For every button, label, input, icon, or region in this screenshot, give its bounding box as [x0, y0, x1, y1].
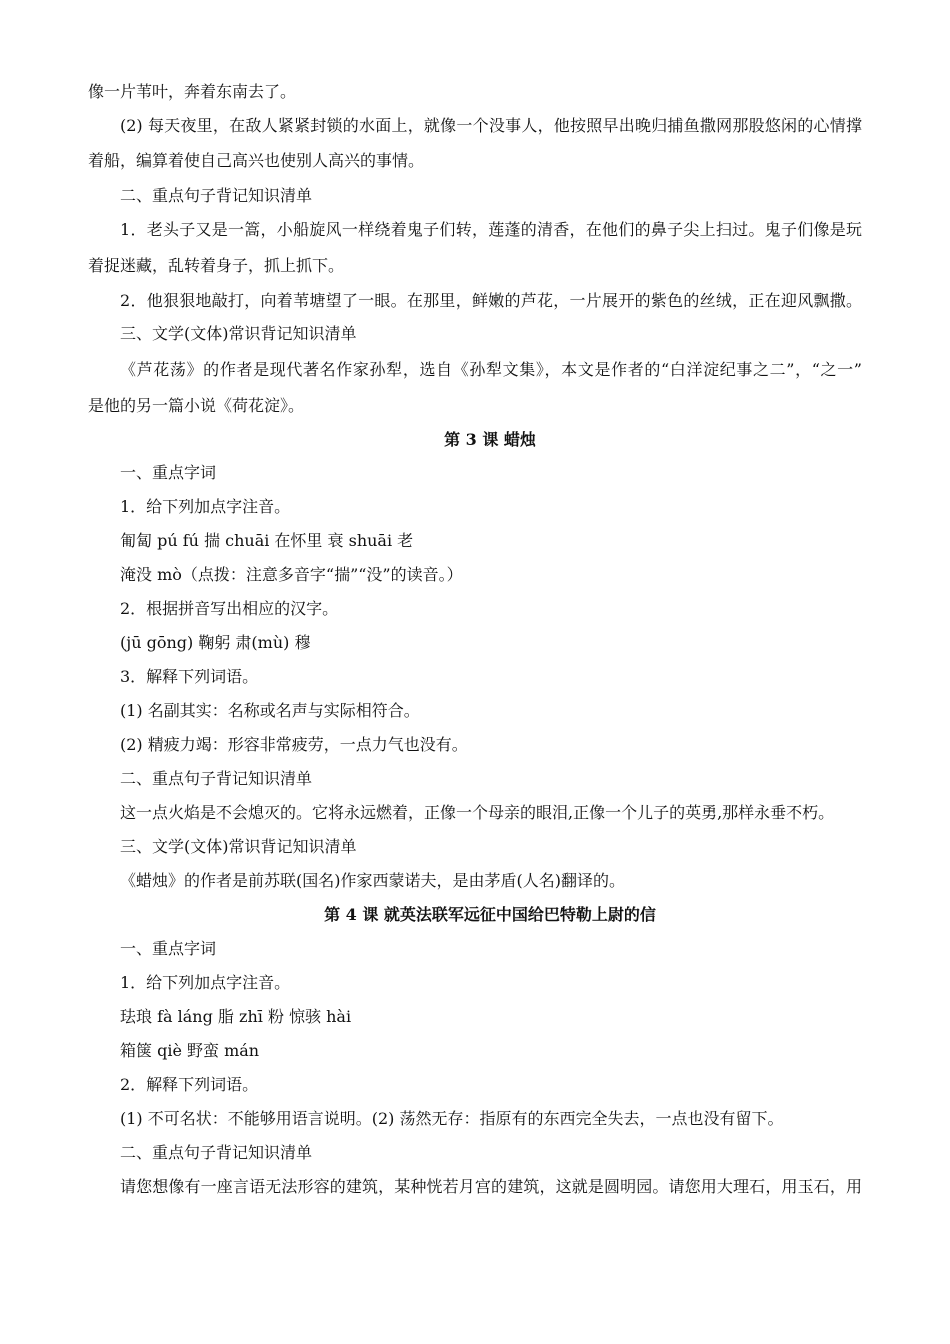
text-line: 这一点火焰是不会熄灭的。它将永远燃着，正像一个母亲的眼泪,正像一个儿子的英勇,那样永垂不朽。: [120, 803, 835, 822]
section-heading: 二、重点句子背记知识清单: [120, 186, 313, 205]
text-line: 1．老头子又是一篙，小船旋风一样绕着鬼子们转，莲蓬的清香，在他们的鼻子尖上扫过。鬼子们像是玩: [120, 220, 862, 239]
text-line: 2．根据拼音写出相应的汉字。: [120, 599, 339, 618]
text-line: (1) 名副其实：名称或名声与实际相符合。: [120, 701, 420, 720]
text-line: 着捉迷藏，乱转着身子，抓上抓下。: [88, 256, 345, 275]
text-line: 3．解释下列词语。: [120, 667, 259, 686]
text-line: (jū gōng) 鞠躬 肃(mù) 穆: [120, 633, 311, 652]
section-heading: 三、文学(文体)常识背记知识清单: [120, 324, 357, 343]
text-line: 是他的另一篇小说《荷花淀》。: [88, 396, 305, 415]
text-line: 淹没 mò（点拨：注意多音字“揣”“没”的读音。）: [120, 565, 463, 584]
section-heading: 三、文学(文体)常识背记知识清单: [120, 837, 357, 856]
text-line: (2) 精疲力竭：形容非常疲劳，一点力气也没有。: [120, 735, 468, 754]
section-heading: 一、重点字词: [120, 939, 217, 958]
text-line: (2) 每天夜里，在敌人紧紧封锁的水面上，就像一个没事人，他按照早出晚归捕鱼撒网那股悠闲的心情撑: [120, 116, 862, 135]
text-line: 着船，编算着使自己高兴也使别人高兴的事情。: [88, 151, 425, 170]
text-line: 请您想像有一座言语无法形容的建筑，某种恍若月宫的建筑，这就是圆明园。请您用大理石，用玉石，用: [120, 1177, 862, 1196]
lesson-title: 第 4 课 就英法联军远征中国给巴特勒上尉的信: [324, 905, 656, 924]
text-line: 《蜡烛》的作者是前苏联(国名)作家西蒙诺夫，是由茅盾(人名)翻译的。: [120, 871, 625, 890]
text-line: 2．他狠狠地敲打，向着苇塘望了一眼。在那里，鲜嫩的芦花，一片展开的紫色的丝绒，正在迎风飘撒。: [120, 291, 862, 310]
text-line: 2．解释下列词语。: [120, 1075, 259, 1094]
text-line: (1) 不可名状：不能够用语言说明。(2) 荡然无存：指原有的东西完全失去，一点也没有留下。: [120, 1109, 784, 1128]
lesson-title: 第 3 课 蜡烛: [444, 430, 536, 449]
text-line: 珐琅 fà láng 脂 zhī 粉 惊骇 hài: [120, 1007, 352, 1026]
section-heading: 一、重点字词: [120, 463, 217, 482]
text-line: 1．给下列加点字注音。: [120, 973, 291, 992]
text-line: 像一片苇叶，奔着东南去了。: [88, 82, 297, 101]
text-line: 《芦花荡》的作者是现代著名作家孙犁，选自《孙犁文集》，本文是作者的“白洋淀纪事之二”，“之一”: [120, 360, 862, 379]
text-line: 匍匐 pú fú 揣 chuāi 在怀里 衰 shuāi 老: [120, 531, 414, 550]
section-heading: 二、重点句子背记知识清单: [120, 769, 313, 788]
section-heading: 二、重点句子背记知识清单: [120, 1143, 313, 1162]
text-line: 箱箧 qiè 野蛮 mán: [120, 1041, 260, 1060]
text-line: 1．给下列加点字注音。: [120, 497, 291, 516]
